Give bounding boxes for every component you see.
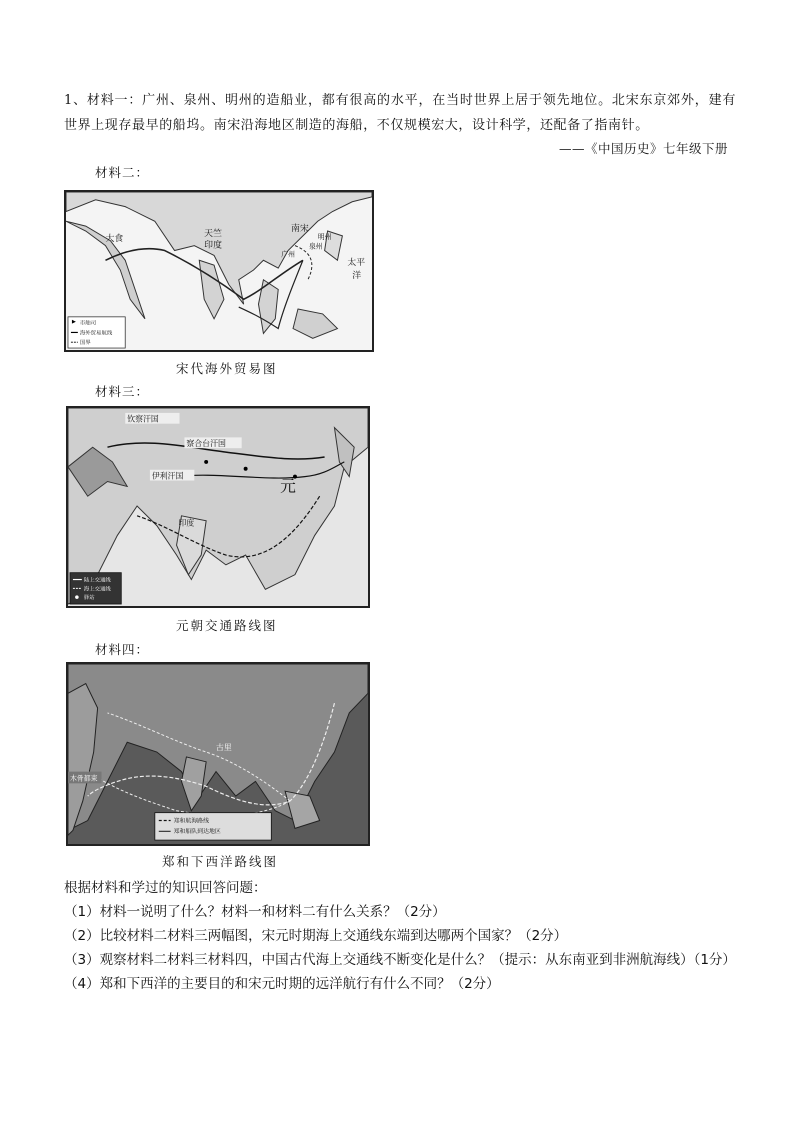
map-label-nansong: 南宋 [291,224,309,234]
material-source: ——《中国历史》七年级下册 [558,141,728,156]
instructions: 根据材料和学过的知识回答问题： [64,880,267,896]
legend-border: 国界 [79,340,91,347]
song-trade-map [64,190,374,352]
legend-zhenghe-areas: 郑和船队到达地区 [173,829,221,836]
material-2-label: 材料二： [95,165,150,180]
map-label-mingzhou: 明州 [317,232,332,241]
sub-question-1: （1）材料一说明了什么？材料一和材料二有什么关系？（2分） [64,904,446,920]
map-label-mogadishu: 木骨都束 [69,774,98,783]
material-3-caption: 元朝交通路线图 [176,618,278,633]
map-label-pacific: 太平 [347,258,366,269]
map-label-ocean: 洋 [352,270,362,281]
questions-block [64,876,744,996]
legend-shibosi: 市舶司 [79,320,97,327]
map-label-quanzhou: 泉州 [308,242,323,251]
legend-land-route: 陆上交通线 [83,577,111,584]
sub-question-3: （3）观察材料二材料三材料四，中国古代海上交通线不断变化是什么？（提示：从东南亚到非洲航海线）（1分） [64,952,736,968]
yuan-transport-map [66,406,370,608]
map-label-ilkhanate: 伊利汗国 [151,471,184,481]
material-4-caption: 郑和下西洋路线图 [162,854,279,869]
material-4-label: 材料四： [95,642,150,657]
legend-post-station: 驿站 [83,595,95,602]
legend-trade-route: 海外贸易航线 [79,330,113,337]
zhenghe-voyage-map [66,662,370,846]
material-2-caption: 宋代海外贸易图 [176,361,278,376]
map-label-guli: 古里 [216,743,232,753]
map-label-yuan: 元 [280,476,296,496]
map-label-guangzhou: 广州 [281,250,295,259]
sub-question-4: （4）郑和下西洋的主要目的和宋元时期的远洋航行有什么不同？（2分） [64,976,500,992]
map-label-tianzhu: 天竺 [204,228,222,239]
map-label-dashi: 大食 [105,233,124,244]
map-label-india-yuan: 印度 [178,518,195,528]
legend-sea-route: 海上交通线 [83,586,111,593]
map-label-chagatai: 察合台汗国 [186,439,226,449]
map-label-qincha: 钦察汗国 [127,414,159,424]
material-3-label: 材料三： [95,384,150,399]
question-intro: 1、材料一：广州、泉州、明州的造船业，都有很高的水平，在当时世界上居于领先地位。北宋东京郊外，建有世界上现存最早的船坞。南宋沿海地区制造的海船，不仅规模宏大，设计科学，还配备了指南针。 [64,93,736,133]
map-label-india: 印度 [204,240,222,251]
sub-question-2: （2）比较材料二材料三两幅图，宋元时期海上交通线东端到达哪两个国家？（2分） [64,928,568,944]
legend-zhenghe-route: 郑和航海路线 [173,818,210,825]
